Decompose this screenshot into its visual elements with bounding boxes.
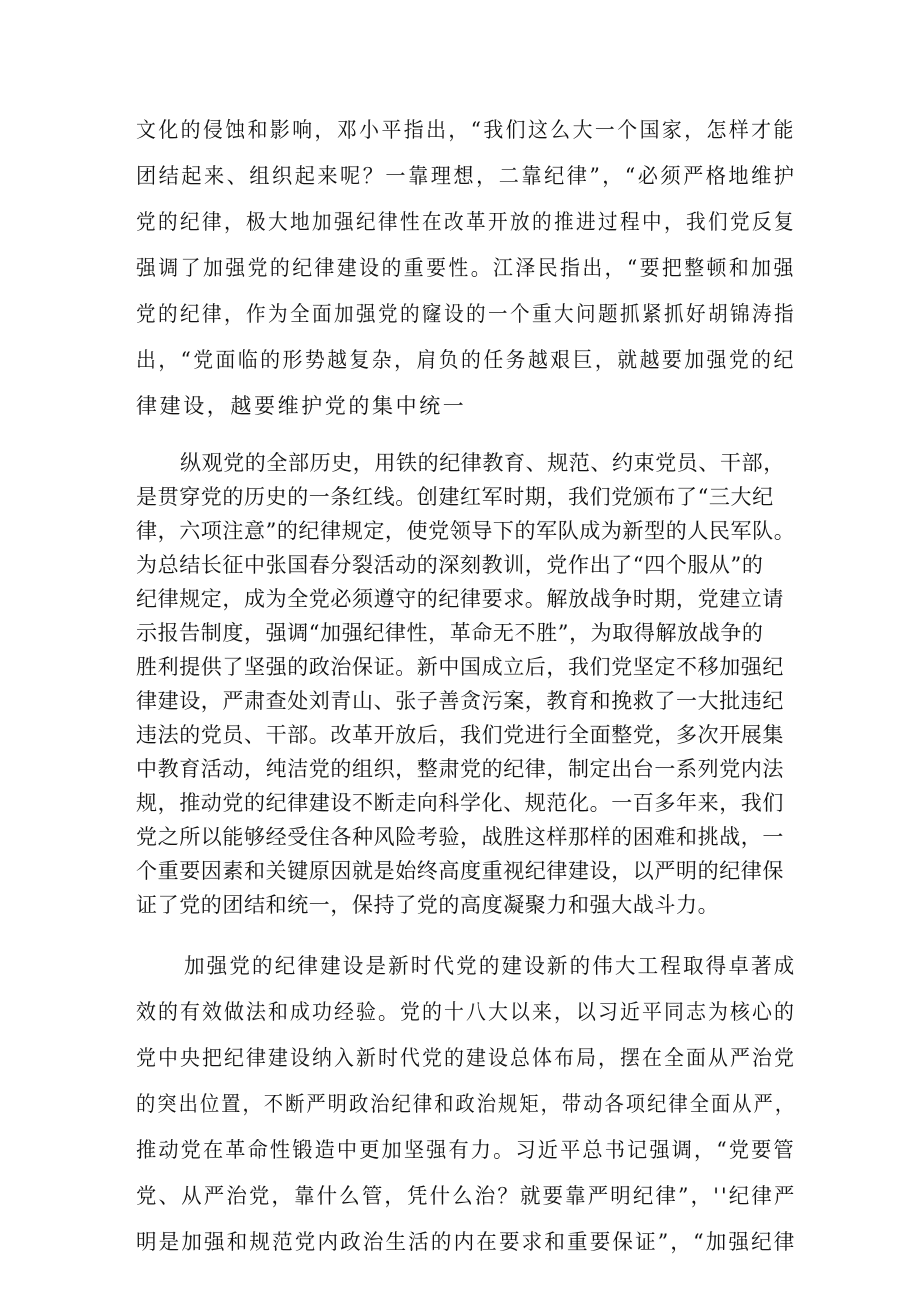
text-line: 律，六项注意”的纪律规定，使党领导下的军队成为新型的人民军队。 bbox=[136, 519, 796, 543]
text-line: 中教育活动，纯洁党的组织，整肃党的纪律，制定出台一系列党内法 bbox=[136, 757, 784, 781]
text-line: 团结起来、组织起来呢？一靠理想，二靠纪律”，“必须严格地维护 bbox=[136, 164, 797, 188]
text-line: 律建设，严肃查处刘青山、张子善贪污案，教育和挽救了一大批违纪 bbox=[136, 689, 784, 713]
text-line: 胜利提供了坚强的政治保证。新中国成立后，我们党坚定不移加强纪 bbox=[136, 655, 784, 679]
text-line: 加强党的纪律建设是新时代党的建设新的伟大工程取得卓著成 bbox=[184, 954, 797, 978]
text-line: 党、从严治党，靠什么管，凭什么治？就要靠严明纪律”，''纪律严 bbox=[136, 1184, 797, 1208]
text-line: 规，推动党的纪律建设不断走向科学化、规范化。一百多年来，我们 bbox=[136, 791, 784, 815]
text-line: 纵观党的全部历史，用铁的纪律教育、规范、约束党员、干部， bbox=[180, 451, 785, 475]
text-line: 律建设，越要维护党的集中统一 bbox=[136, 394, 467, 418]
text-line: 违法的党员、干部。改革开放后，我们党进行全面整党，多次开展集 bbox=[136, 723, 784, 747]
text-line: 党之所以能够经受住各种风险考验，战胜这样那样的困难和挑战，一 bbox=[136, 825, 784, 849]
text-line: 为总结长征中张国春分裂活动的深刻教训，党作出了“四个服从”的 bbox=[136, 553, 764, 577]
text-line: 党中央把纪律建设纳入新时代党的建设总体布局，摆在全面从严治党 bbox=[136, 1046, 797, 1070]
text-line: 强调了加强党的纪律建设的重要性。江泽民指出，“要把整顿和加强 bbox=[136, 256, 796, 280]
text-line: 是贯穿党的历史的一条红线。创建红军时期，我们党颁布了“三大纪 bbox=[136, 485, 774, 509]
text-line: 文化的侵蚀和影响，邓小平指出，“我们这么大一个国家，怎样才能 bbox=[136, 118, 796, 142]
text-line: 推动党在革命性锻造中更加坚强有力。习近平总书记强调，“党要管 bbox=[136, 1138, 796, 1162]
text-line: 党的纪律，极大地加强纪律性在改革开放的推进过程中，我们党反复 bbox=[136, 210, 796, 234]
text-line: 党的纪律，作为全面加强党的窿设的一个重大问题抓紧抓好胡锦涛指 bbox=[136, 302, 796, 326]
text-line: 效的有效做法和成功经验。党的十八大以来，以习近平同志为核心的 bbox=[136, 1000, 797, 1024]
text-line: 证了党的团结和统一，保持了党的高度凝聚力和强大战斗力。 bbox=[136, 893, 720, 917]
text-line: 示报告制度，强调“加强纪律性，革命无不胜”，为取得解放战争的 bbox=[136, 621, 764, 645]
text-line: 明是加强和规范党内政治生活的内在要求和重要保证”，“加强纪律 bbox=[136, 1230, 797, 1254]
text-line: 纪律规定，成为全党必须遵守的纪律要求。解放战争时期，党建立请 bbox=[136, 587, 784, 611]
text-line: 个重要因素和关键原因就是始终高度重视纪律建设，以严明的纪律保 bbox=[136, 859, 784, 883]
text-line: 的突出位置，不断严明政治纪律和政治规矩，带动各项纪律全面从严， bbox=[136, 1092, 797, 1116]
text-line: 出，“党面临的形势越复杂，肩负的任务越艰巨，就越要加强党的纪 bbox=[136, 348, 796, 372]
